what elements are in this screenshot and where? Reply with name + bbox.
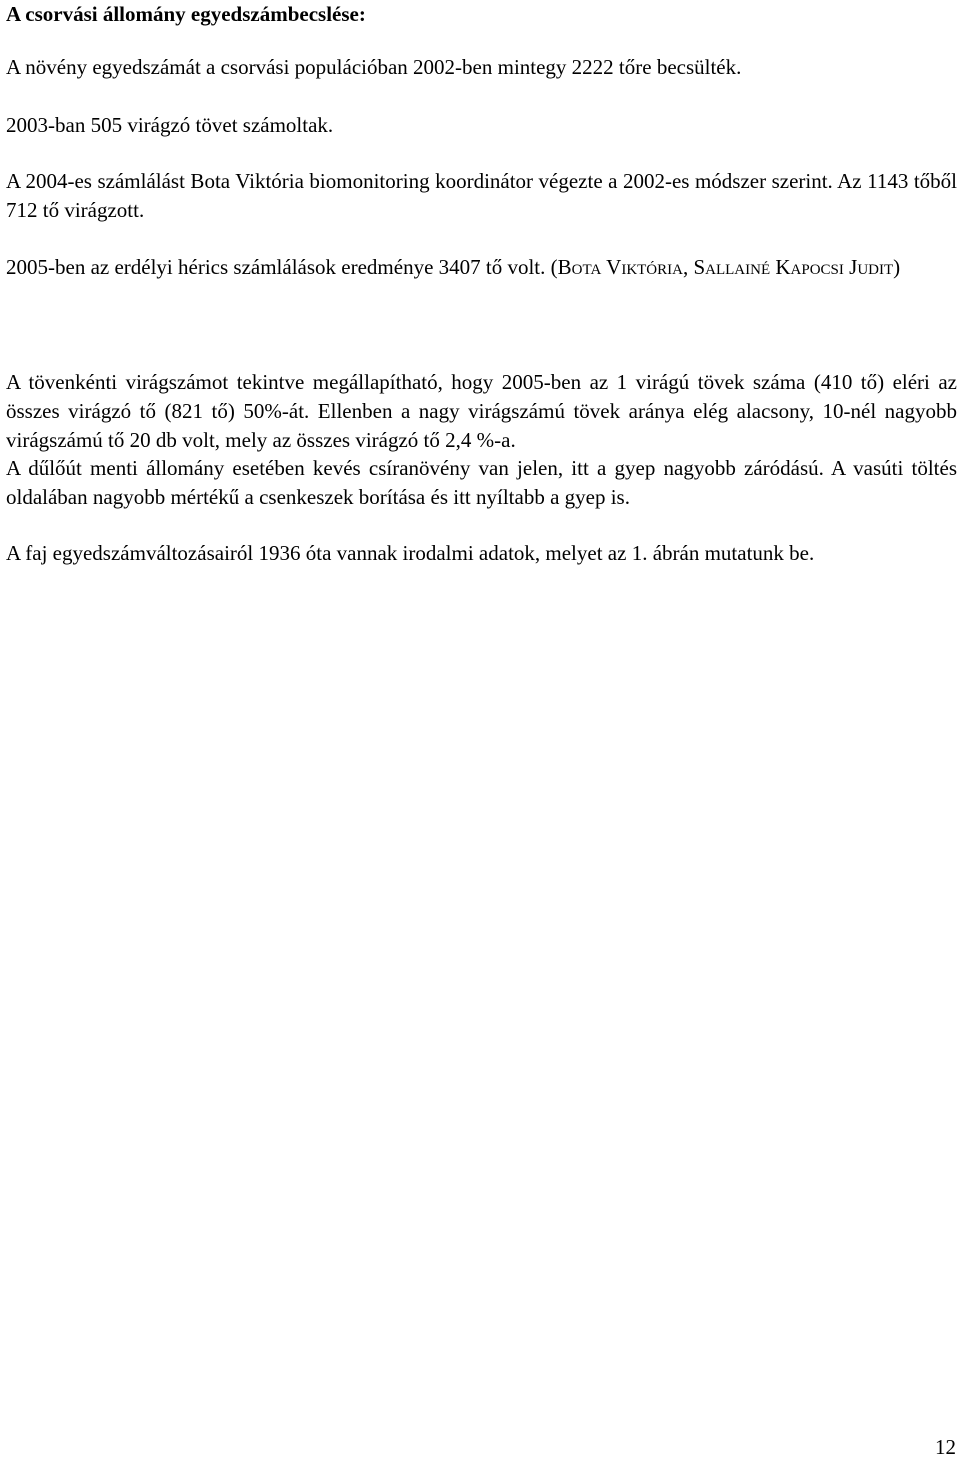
paragraph-count-2005-text: 2005-ben az erdélyi hérics számlálások eredménye 3407 tő volt. bbox=[6, 255, 546, 279]
paragraph-population-2002: A növény egyedszámát a csorvási populációban 2002-ben mintegy 2222 tőre becsülték. bbox=[6, 55, 742, 79]
paragraph-count-2005 bbox=[6, 253, 957, 282]
paragraph-count-2003: 2003-ban 505 virágzó tövet számoltak. bbox=[6, 113, 334, 137]
paragraph-habitat: A dűlőút menti állomány esetében kevés csíranövény van jelen, itt a gyep nagyobb záródású. A vasúti töltés oldalában nagyobb mértékű a csenkeszek borítása és itt nyíltabb a gyep is. bbox=[6, 456, 957, 509]
page-number: 12 bbox=[935, 1435, 956, 1459]
paragraph-count-2004: A 2004-es számlálást Bota Viktória biomonitoring koordinátor végezte a 2002-es módszer szerint. Az 1143 tőből 712 tő virágzott. bbox=[6, 169, 957, 222]
section-heading: A csorvási állomány egyedszámbecslése: bbox=[6, 2, 366, 26]
citation-authors: (Bota Viktória, Sallainé Kapocsi Judit) bbox=[550, 255, 901, 279]
paragraph-flower-count: A tövenkénti virágszámot tekintve megállapítható, hogy 2005-ben az 1 virágú tövek száma (410 tő) eléri az összes virágzó tő (821 tő) 50%-át. Ellenben a nagy virágszámú tövek aránya elég alacsony, 10-nél nagyobb virágszámú tő 20 db volt, mely az összes virágzó tő 2,4 %-a. bbox=[6, 370, 957, 452]
paragraph-literature: A faj egyedszámváltozásairól 1936 óta vannak irodalmi adatok, melyet az 1. ábrán mutatunk be. bbox=[6, 541, 815, 565]
